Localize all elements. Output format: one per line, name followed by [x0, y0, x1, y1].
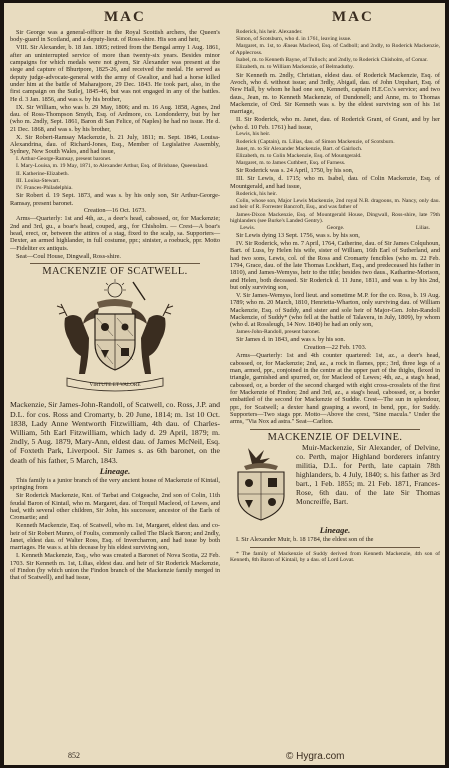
footnote-divider [250, 547, 420, 548]
paragraph: Sir Lewis dying 13 Sept. 1756, was s. by his son, [236, 231, 360, 239]
paragraph: IX. Sir William, who was b. 29 May, 1806; and m. 16 Aug. 1858, Agnes, 2nd dau. of Ross-Thompson Smyth, Esq. of Ardmore, co. Londonderry, but by her (who m. 2ndly, Sept. 1861, Baron di San Felice, of Naples) he had no issue. He d. 21 Dec. 1868, and was s. by his brother, [10, 103, 220, 133]
issue-item: James-John-Randoll, present baronet. [236, 329, 321, 336]
paragraph: III. Sir Lewis, d. 1715; who m. Isabel, dau. of Colin Mackenzie, Esq. of Mountgerald, and had issue, [230, 175, 440, 190]
paragraph: Sir Kenneth m. 2ndly, Christian, eldest dau. of Roderick Mackenzie, Esq. of Avoch, who d. without issue; and 3rdly, Abigail, dau. of John Urquhart, Esq. of New Hall, by whom he had one son, Kenneth, captain H.E.Co.'s service; and two daus., Jean, m. to Kenneth Mackenzie, of Dundonell; and Anne, m. to Thomas Mackenzie, of Ord. Sir Kenneth was s. by the eldest surviving son of his 1st marriage, [230, 71, 440, 116]
running-header-left: MAC [104, 9, 146, 25]
seat-line: Seat—Coul House, Dingwall, Ross-shire. [16, 252, 121, 260]
issue-item: Lewis. [240, 225, 256, 232]
issue-item: Lilias. [415, 225, 430, 232]
issue-item: I. Arthur-George-Ramsay, present baronet. [16, 156, 112, 163]
paragraph: Sir James d. in 1843, and was s. by his son. [236, 336, 346, 344]
issue-item: Colin, whose son, Major Lewis Mackenzie, 2nd royal N.B. dragoons, m. Nancy, only dau. and heir of R. Forrester Bancroft, Esq., and was father of [230, 197, 440, 211]
motto-scroll-text: VIRTUTE ET VALORE [89, 382, 141, 389]
issue-item: Isabel, m. to Kenneth Bayne, of Tulloch; and 2ndly, to Roderick Chisholm, of Comar. [236, 57, 428, 64]
paragraph: IV. Sir Roderick, who m. 7 April, 1764, Catherine, dau. of Sir James Colquhoun, Bart. of Luss, by Helen his wife, sister of William, 16th Earl of Sutherland, and had two sons, Lewis, col. of the Ross and Cromarty fencibles (who m. 22 Feb. 1794, Grace, dau. of the late Thomas Lockhart, Esq., and predeceased his father in 1810), and James-Wemyss, heir to the title; besides two daus., Katharine-Morison, and Helen, both deceased. Sir Roderick d. 11 June, 1811, and was s. by his 2nd, but only surviving son, [230, 239, 440, 291]
left-column [10, 29, 220, 582]
creation-line: Creation—16 Oct. 1673. [83, 207, 147, 215]
arms-paragraph: Arms—Quarterly: 1st and 4th counter quartered: 1st, az., a deer's head, cabossed, or, for Mackenzie; 2nd, az., a rock in flames, ppr.; 3rd, three legs of a man, armed, ppr., conjoined in the centre at the upper part of the thighs, flexed in triangle, garnished and spurred, or, for Macleod of Lewes; 4th, az., a stag's head, cabossed, or, a border of the second charged with eight cross-crosslets of the first for Mackenzie of Findon; 2nd and 3rd, az., a stag's head, cabossed, or, a border embattled of the second for Mackenzie of Suddie. Crest—The sun in splendour, ppr., for Scatwell; a dexter hand grasping a sword, in bend, ppr., for Suddy. Supporters—Two stags ppr. Motto—Above the crest, "Sine macula." Under the arms, "Via Nox ad astra." Seat—Carlton. [230, 352, 440, 426]
arms-paragraph: Arms—Quarterly: 1st and 4th, az., a deer's head, cabossed, or, for Mackenzie; 2nd and 3rd, gu., a boar's head, couped, arg., for Chisholm. — Crest—A boar's head, erect, or, between the attires of a stag, fixed to the scalp, sa. Supporters—Dexter, an armed highlander, in full costume, ppr.; sinister, a roebuck, ppr. Motto—Fideliter ex antiquis. [10, 215, 220, 252]
issue-item: Elizabeth, m. to William Mackenzie, of Belmaduthy. [236, 64, 354, 71]
issue-item: Janet, m. to Sir Alexander Mackenzie, Bart. of Gairloch. [236, 145, 363, 152]
paragraph: Kenneth Mackenzie, Esq. of Scatwell, who m. 1st, Margaret, eldest dau. and co-heir of Sir Robert Munro, of Foulis, commonly called The Black Baron; and 2ndly, Janet, eldest dau. of Walter Ross, Esq. of Invercharron, and had issue by both marriages. He was s. at his decease by his eldest surviving son, [10, 522, 220, 552]
paragraph: V. Sir James-Wemyss, lord lieut. and sometime M.P. for the co. Ross, b. 19 Aug. 1789; who m. 20 March, 1810, Henrietta-Wharton, only surviving dau. of William Mackenzie, Esq. of Suddy, and sister and sole heir of Major-Gen. John-Randoll Mackenzie, of Suddy* (who fell at the battle of Talavera, in July, 1809), by whom (who d. at Rossleugh, 14 Nov. 1840) he had an only son, [230, 291, 440, 329]
issue-item: George. [326, 225, 345, 232]
issue-item: James-Dixon Mackenzie, Esq. of Mountgerald House, Dingwall, Ross-shire, late 79th highlanders (see Burke's Landed Gentry). [230, 211, 440, 225]
book-page [4, 3, 445, 765]
paragraph: II. Sir Roderick, who m. Janet, dau. of Roderick Grant, of Grant, and by her (who d. 10 Feb. 1761) had issue, [230, 116, 440, 131]
scatwell-coat-of-arms-icon [45, 278, 185, 396]
issue-item: Margaret, m. 1st, to Æneas Macleod, Esq. of Cadboll; and 2ndly, to Roderick Mackenzie, of Applecross. [230, 43, 440, 56]
issue-item: Elizabeth, m. to Colin Mackenzie, Esq. of Mountgerald. [236, 153, 362, 160]
paragraph: This family is a junior branch of the very ancient house of Mackenzie of Kintail, springing from [10, 477, 220, 492]
issue-item: Roderick (Captain), m. Lilias, dau. of Simon Mackenzie, of Scotsburn. [236, 138, 395, 145]
issue-list [230, 131, 440, 166]
section-title-scatwell: MACKENZIE OF SCATWELL. [42, 266, 188, 278]
footnote: * The family of Mackenzie of Suddy derived from Kenneth Mackenzie, 4th son of Kenneth, 8th Baron of Kintail, by a dau. of Lord Lovat. [230, 550, 440, 564]
section-title-delvine: MACKENZIE OF DELVINE. [267, 431, 403, 443]
page-number: 852 [68, 751, 80, 760]
delvine-coat-of-arms-icon [230, 444, 292, 522]
delvine-lead-paragraph: Muir-Mackenzie, Sir Alexander, of Delvine, co. Perth, major Highland borderers infantry militia, D.L. for Perth, late captain 78th highlanders, b. 4 July, 1840; s. his father as 3rd bart., 1 Feb. 1855; m. 21 Feb. 1871, Frances-Rose, 6th dau. of the late Sir Thomas Moncreiffe, Bart. [296, 443, 440, 506]
lineage-heading: Lineage. [99, 465, 131, 476]
running-header-right: MAC [332, 9, 374, 25]
paragraph: I. Kenneth Mackenzie, Esq., who was created a Baronet of Nova Scotia, 22 Feb. 1703. Sir Kenneth m. 1st, Lilias, eldest dau. and heir of Sir Roderick Mackenzie, of Findon (by which union the Findon branch of the Mackenzie family merged in that of Scatwell), and had issue, [10, 552, 220, 582]
right-column [230, 29, 440, 565]
issue-list [10, 156, 220, 191]
issue-item: III. Louisa-Stewart. [16, 177, 60, 184]
lineage-heading: Lineage. [319, 525, 351, 536]
divider [30, 263, 200, 264]
issue-item: IV. Frances-Philadelphia. [16, 184, 73, 191]
divider [250, 429, 420, 430]
issue-row [230, 225, 440, 232]
issue-item: II. Katherine-Elizabeth. [16, 170, 69, 177]
creation-line: Creation—22 Feb. 1703. [303, 344, 367, 352]
paragraph: Sir Roderick was s. 24 April, 1750, by his son, [236, 167, 354, 175]
issue-item: Simon, of Scotsburn, who d. in 1761, leaving issue. [236, 36, 352, 43]
issue-list [230, 191, 440, 232]
issue-item: I. Mary-Louisa, m. 19 May, 1871, to Alexander Arthur, Esq. of Brisbane, Queensland. [16, 163, 209, 170]
copyright-watermark: © Hygra.com [286, 751, 345, 762]
issue-item: Margaret, m. to James Cuthbert, Esq. of Farness. [236, 160, 346, 167]
issue-item: Roderick, his heir. [236, 190, 278, 197]
paragraph: X. Sir Robert-Ramsay Mackenzie, b. 21 July, 1811; m. Sept. 1846, Louisa-Alexandrina, dau. of Richard-Jones, Esq., Member of Legislative Assembly, Sydney, New South Wales, and had issue, [10, 133, 220, 156]
paragraph: Sir Robert d. 19 Sept. 1873, and was s. by his only son, Sir Arthur-George-Ramsay, present baronet. [10, 192, 220, 207]
issue-list [230, 29, 440, 71]
scatwell-lead-paragraph: Mackenzie, Sir James-John-Randoll, of Scatwell, co. Ross, J.P. and D.L. for cos. Ross and Cromarty, b. 20 June, 1814; m. 1st 10 Oct. 1838, Lady Anne Wentworth Fitzwilliam, 4th dau. of Charles-William, 5th Earl Fitzwilliam, which lady d. 29 April, 1879; m. 2ndly, 5 Aug. 1879, Mary-Ann, eldest dau. of James McNeil, Esq. of Foxteth Park, Liverpool. Sir James s. as 6th baronet, on the death of his father, 5 March, 1843. [10, 400, 220, 465]
paragraph: Sir George was a general-officer in the Royal Scottish archers, the Queen's body-guard in Scotland, and a deputy-lieut. of Ross-shire. His son and heir, [10, 29, 220, 44]
paragraph: I. Sir Alexander Muir, b. 18 1784, the eldest son of the [236, 536, 374, 544]
issue-item: Lewis, his heir. [236, 131, 271, 138]
paragraph: Sir Roderick Mackenzie, Knt. of Tarbat and Coigeache, 2nd son of Colin, 11th feudal Baron of Kintail, who m. Margaret, dau. of Torquil Macleod, of Lewes, and had, with several other children, Sir John, his successor, ancestor of the Earls of Cromartie; and [10, 492, 220, 522]
issue-item: Roderick, his heir. Alexander. [236, 29, 303, 35]
paragraph: VIII. Sir Alexander, b. 18 Jan. 1805; retired from the Bengal army 1 Aug. 1861, after an uninterrupted service of more than twenty-six years. Besides minor campaigns for which medals were not given, Sir Alexander was present at the siege and capture of Bhurtpore, 1825-26, and received the medal. He served as deputy judge-advocate-general with the army of Gwalior, and had a horse killed under him at the battle of Maharajpore, 29 Dec. 1843. He took part, also, in the first campaign on the Sutlej, 1845-46, but was not engaged in any of the battles. He d. 3 Jan. 1856, and was s. by his brother, [10, 44, 220, 103]
